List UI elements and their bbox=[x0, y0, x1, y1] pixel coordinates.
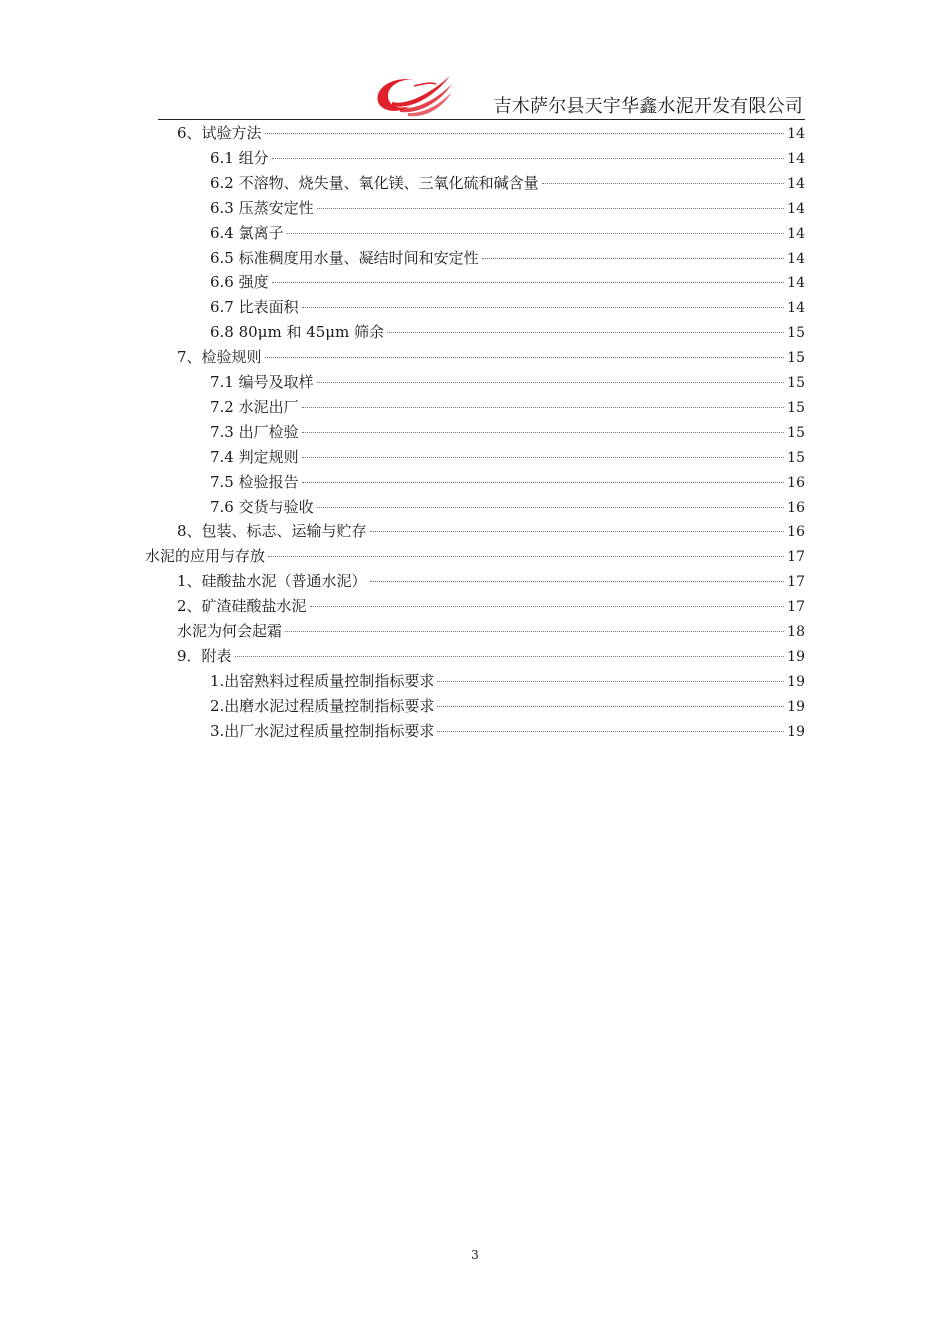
toc-dot-leader bbox=[235, 656, 785, 657]
toc-entry-title: 2.出磨水泥过程质量控制指标要求 bbox=[210, 696, 435, 715]
toc-entry-title: 水泥为何会起霜 bbox=[177, 622, 283, 640]
toc-entry[interactable] bbox=[210, 246, 805, 270]
toc-entry[interactable] bbox=[210, 445, 805, 469]
toc-entry[interactable] bbox=[210, 320, 805, 344]
toc-dot-leader bbox=[310, 606, 785, 607]
toc-entry-title: 1、硅酸盐水泥（普通水泥） bbox=[177, 572, 367, 591]
toc-dot-leader bbox=[272, 158, 785, 159]
toc-entry-page: 19 bbox=[787, 673, 805, 690]
toc-entry-title: 7.3 出厂检验 bbox=[210, 422, 299, 441]
toc-entry-title: 2、矿渣硅酸盐水泥 bbox=[177, 597, 307, 616]
toc-entry[interactable] bbox=[177, 619, 805, 643]
toc-entry-page: 19 bbox=[787, 648, 805, 665]
toc-dot-leader bbox=[302, 482, 785, 483]
toc-entry-title: 7.2 水泥出厂 bbox=[210, 397, 299, 416]
toc-entry-page: 14 bbox=[787, 225, 805, 242]
toc-entry-page: 15 bbox=[787, 375, 805, 391]
toc-entry[interactable] bbox=[210, 270, 805, 294]
toc-entry-page: 14 bbox=[787, 250, 805, 267]
toc-entry-title: 7.6 交货与验收 bbox=[210, 497, 314, 516]
toc-entry[interactable] bbox=[210, 196, 805, 220]
toc-entry-title: 7、检验规则 bbox=[177, 348, 262, 367]
toc-dot-leader bbox=[302, 432, 785, 433]
toc-dot-leader bbox=[370, 581, 785, 582]
toc-dot-leader bbox=[285, 631, 784, 632]
toc-entry[interactable] bbox=[210, 370, 805, 394]
toc-entry-title: 3.出厂水泥过程质量控制指标要求 bbox=[210, 721, 435, 740]
toc-entry-title: 8、包装、标志、运输与贮存 bbox=[177, 522, 367, 541]
toc-dot-leader bbox=[302, 457, 785, 458]
toc-dot-leader bbox=[265, 133, 785, 134]
toc-entry-title: 6.1 组分 bbox=[210, 148, 269, 167]
toc-entry-page: 19 bbox=[787, 723, 805, 740]
toc-entry[interactable] bbox=[177, 345, 805, 369]
toc-dot-leader bbox=[387, 332, 784, 333]
toc-entry-title: 6.5 标准稠度用水量、凝结时间和安定性 bbox=[210, 248, 479, 267]
toc-dot-leader bbox=[317, 208, 785, 209]
toc-entry[interactable] bbox=[210, 694, 805, 718]
toc-entry[interactable] bbox=[210, 719, 805, 743]
toc-dot-leader bbox=[265, 357, 785, 358]
toc-entry-page: 16 bbox=[787, 524, 805, 541]
toc-entry[interactable] bbox=[210, 669, 805, 693]
toc-entry-title: 水泥的应用与存放 bbox=[145, 547, 266, 566]
toc-dot-leader bbox=[272, 282, 785, 283]
toc-entry-page: 14 bbox=[787, 200, 805, 217]
toc-entry[interactable] bbox=[177, 519, 805, 543]
toc-entry-page: 14 bbox=[787, 175, 805, 192]
company-name: 吉木萨尔县天宇华鑫水泥开发有限公司 bbox=[493, 96, 803, 117]
toc-entry-title: 7.4 判定规则 bbox=[210, 447, 299, 466]
toc-entry-page: 14 bbox=[787, 300, 805, 317]
toc-entry-page: 14 bbox=[787, 275, 805, 292]
toc-entry-title: 7.5 检验报告 bbox=[210, 472, 299, 491]
toc-entry[interactable] bbox=[177, 644, 805, 668]
toc-dot-leader bbox=[542, 183, 785, 184]
toc-dot-leader bbox=[287, 233, 785, 234]
toc-entry-title: 1.出窑熟料过程质量控制指标要求 bbox=[210, 671, 435, 690]
toc-entry[interactable] bbox=[177, 121, 805, 145]
toc-entry-page: 15 bbox=[787, 325, 805, 342]
toc-entry[interactable] bbox=[210, 146, 805, 170]
toc-entry[interactable] bbox=[177, 569, 805, 593]
toc-entry-page: 14 bbox=[787, 150, 805, 167]
toc-entry-page: 16 bbox=[787, 474, 805, 491]
toc-entry-page: 17 bbox=[787, 599, 805, 616]
toc-dot-leader bbox=[437, 731, 784, 732]
toc-entry[interactable] bbox=[210, 395, 805, 419]
toc-entry-title: 6、试验方法 bbox=[177, 124, 262, 142]
toc-entry[interactable] bbox=[145, 544, 805, 568]
toc-entry[interactable] bbox=[210, 295, 805, 319]
toc-entry[interactable] bbox=[210, 470, 805, 494]
toc-dot-leader bbox=[268, 556, 784, 557]
toc-entry-title: 6.2 不溶物、烧失量、氧化镁、三氧化硫和碱含量 bbox=[210, 173, 539, 192]
toc-entry-title: 6.7 比表面积 bbox=[210, 298, 299, 317]
page-header bbox=[158, 66, 805, 120]
toc-dot-leader bbox=[437, 706, 784, 707]
toc-dot-leader bbox=[482, 258, 785, 259]
toc-entry-page: 17 bbox=[787, 574, 805, 591]
toc-dot-leader bbox=[317, 382, 785, 383]
toc-entry-title: 6.8 80μm 和 45μm 筛余 bbox=[210, 323, 385, 342]
toc-entry-page: 18 bbox=[787, 624, 805, 640]
toc-entry-title: 6.3 压蒸安定性 bbox=[210, 198, 314, 217]
toc-entry-title: 6.6 强度 bbox=[210, 273, 269, 292]
toc-entry[interactable] bbox=[210, 171, 805, 195]
toc-entry-title: 7.1 编号及取样 bbox=[210, 373, 314, 391]
toc-entry-page: 15 bbox=[787, 399, 805, 416]
toc-entry-title: 9．附表 bbox=[177, 646, 232, 665]
toc-entry-page: 17 bbox=[787, 549, 805, 566]
swoosh-logo-icon bbox=[374, 72, 454, 120]
toc-entry-page: 15 bbox=[787, 424, 805, 441]
toc-entry-page: 15 bbox=[787, 350, 805, 367]
toc-entry-page: 14 bbox=[787, 126, 805, 142]
toc-dot-leader bbox=[302, 407, 785, 408]
toc-entry-page: 15 bbox=[787, 449, 805, 466]
toc-entry-page: 19 bbox=[787, 698, 805, 715]
toc-dot-leader bbox=[317, 507, 785, 508]
toc-entry[interactable] bbox=[177, 594, 805, 618]
toc-entry[interactable] bbox=[210, 495, 805, 519]
toc-entry-page: 16 bbox=[787, 499, 805, 516]
page-number: 3 bbox=[471, 1248, 479, 1262]
toc-entry[interactable] bbox=[210, 420, 805, 444]
toc-dot-leader bbox=[302, 307, 785, 308]
toc-entry[interactable] bbox=[210, 221, 805, 245]
toc-dot-leader bbox=[370, 531, 785, 532]
toc-entry-title: 6.4 氯离子 bbox=[210, 223, 284, 242]
toc-dot-leader bbox=[437, 681, 784, 682]
